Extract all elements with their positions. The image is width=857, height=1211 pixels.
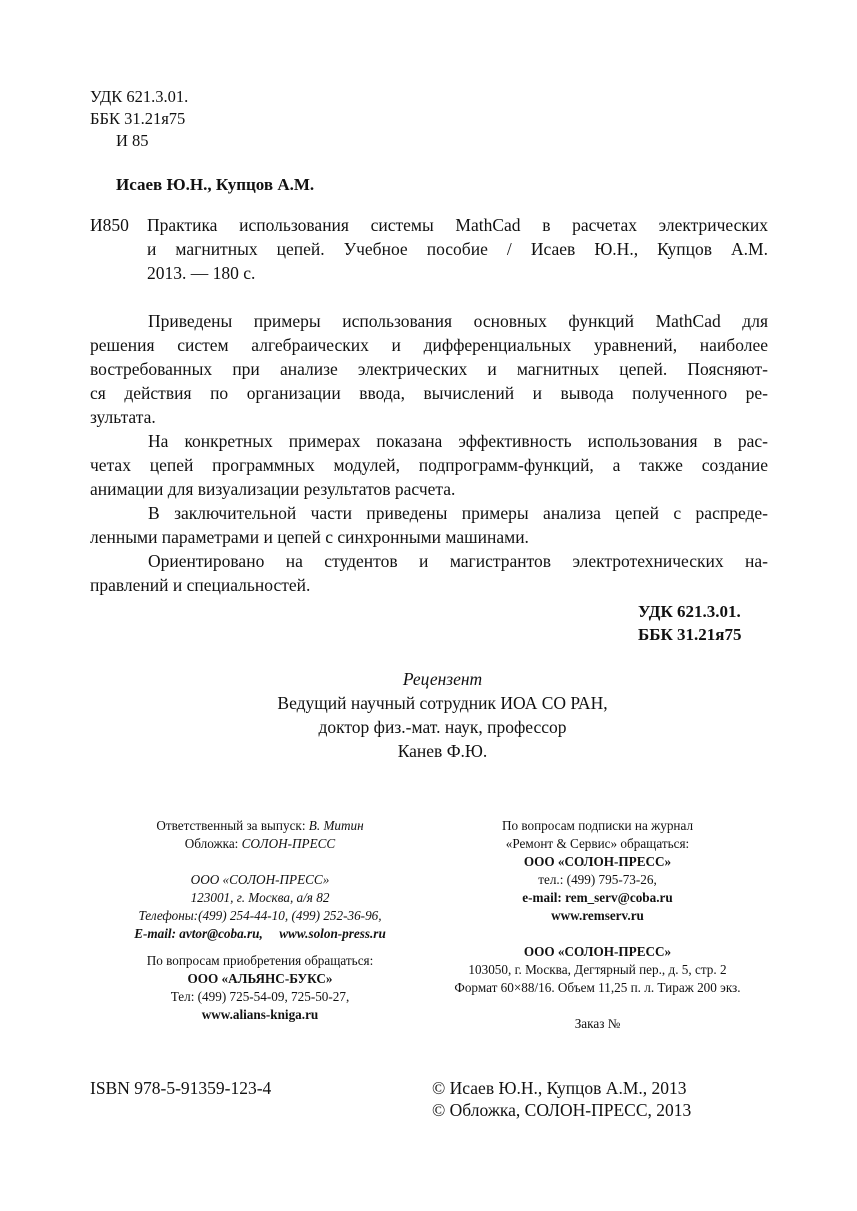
journal-site: www.remserv.ru	[551, 908, 644, 923]
reviewer-heading: Рецензент	[402, 669, 483, 689]
bibliographic-entry	[147, 213, 768, 285]
abstract-line: правлений и специальностей.	[90, 575, 311, 595]
bbk-classification: ББК 31.21я75	[638, 625, 742, 644]
publisher-site: www.solon-press.ru	[279, 926, 386, 941]
cover-name: СОЛОН-ПРЕСС	[241, 836, 336, 851]
copyright-cover: © Обложка, СОЛОН-ПРЕСС, 2013	[432, 1100, 692, 1120]
author-sign: И 85	[116, 131, 149, 150]
responsible-name: В. Митин	[308, 818, 364, 833]
journal-publisher: ООО «СОЛОН-ПРЕСС»	[523, 854, 672, 869]
udk-classification: УДК 621.3.01.	[638, 602, 741, 621]
order-number: Заказ №	[574, 1016, 621, 1031]
abstract-line: ся действия по организации ввода, вычислений и вывода полученного ре-	[90, 383, 768, 403]
purchase-heading: По вопросам приобретения обращаться:	[146, 953, 374, 968]
journal-email: e-mail: rem_serv@coba.ru	[522, 890, 673, 905]
subscription-line-1: По вопросам подписки на журнал	[501, 818, 694, 833]
publisher-contacts	[100, 925, 420, 943]
print-publisher: ООО «СОЛОН-ПРЕСС»	[523, 944, 672, 959]
entry-label: И850	[90, 215, 129, 235]
distributor-name: ООО «АЛЬЯНС-БУКС»	[187, 971, 333, 986]
reviewer-name: Канев Ф.Ю.	[397, 741, 488, 761]
isbn: ISBN 978-5-91359-123-4	[90, 1078, 272, 1098]
distributor-phone: Тел: (499) 725-54-09, 725-50-27,	[170, 989, 350, 1004]
abstract	[90, 309, 768, 597]
publisher-phones: Телефоны:(499) 254-44-10, (499) 252-36-96,	[138, 908, 382, 923]
abstract-line: На конкретных примерах показана эффективность использования в рас-	[148, 431, 768, 451]
responsible-line	[100, 817, 420, 835]
distributor-site: www.alians-kniga.ru	[201, 1007, 319, 1022]
abstract-line: Ориентировано на студентов и магистрантов электротехнических на-	[148, 551, 768, 571]
bbk-code: ББК 31.21я75	[90, 109, 186, 128]
print-format: Формат 60×88/16. Объем 11,25 п. л. Тираж 200 экз.	[454, 980, 741, 995]
authors-heading: Исаев Ю.Н., Купцов А.М.	[116, 175, 315, 194]
imprint-right	[420, 817, 775, 1033]
copyright-authors: © Исаев Ю.Н., Купцов А.М., 2013	[432, 1078, 687, 1098]
entry-line: Практика использования системы MathCad в расчетах электрических	[147, 215, 768, 235]
entry-line: 2013. — 180 с.	[147, 263, 256, 283]
publisher-name: ООО «СОЛОН-ПРЕСС»	[190, 872, 330, 887]
abstract-line: ленными параметрами и цепей с синхронными машинами.	[90, 527, 529, 547]
journal-phone: тел.: (499) 795-73-26,	[538, 872, 657, 887]
abstract-line: четах цепей программных модулей, подпрограмм-функций, а также создание	[90, 455, 768, 475]
reviewer-position: Ведущий научный сотрудник ИОА СО РАН,	[277, 693, 608, 713]
reviewer-block	[230, 667, 655, 763]
subscription-line-2: «Ремонт & Сервис» обращаться:	[505, 836, 690, 851]
responsible-label: Ответственный за выпуск:	[156, 818, 309, 833]
abstract-line: востребованных при анализе электрических и магнитных цепей. Поясняют-	[90, 359, 768, 379]
abstract-line: анимации для визуализации результатов расчета.	[90, 479, 456, 499]
abstract-line: Приведены примеры использования основных функций MathCad для	[148, 311, 768, 331]
reviewer-degree: доктор физ.-мат. наук, профессор	[318, 717, 567, 737]
cover-line	[100, 835, 420, 853]
abstract-line: зультата.	[90, 407, 156, 427]
imprint-left	[100, 817, 420, 1024]
udk-code: УДК 621.3.01.	[90, 87, 189, 106]
cover-label: Обложка:	[184, 836, 242, 851]
entry-line: и магнитных цепей. Учебное пособие / Исаев Ю.Н., Купцов А.М.	[147, 239, 768, 259]
abstract-line: решения систем алгебраических и дифференциальных уравнений, наиболее	[90, 335, 768, 355]
publisher-email: E-mail: avtor@coba.ru,	[134, 926, 263, 941]
abstract-line: В заключительной части приведены примеры анализа цепей с распреде-	[148, 503, 768, 523]
print-address: 103050, г. Москва, Дегтярный пер., д. 5, стр. 2	[468, 962, 727, 977]
publisher-address: 123001, г. Москва, а/я 82	[190, 890, 330, 905]
